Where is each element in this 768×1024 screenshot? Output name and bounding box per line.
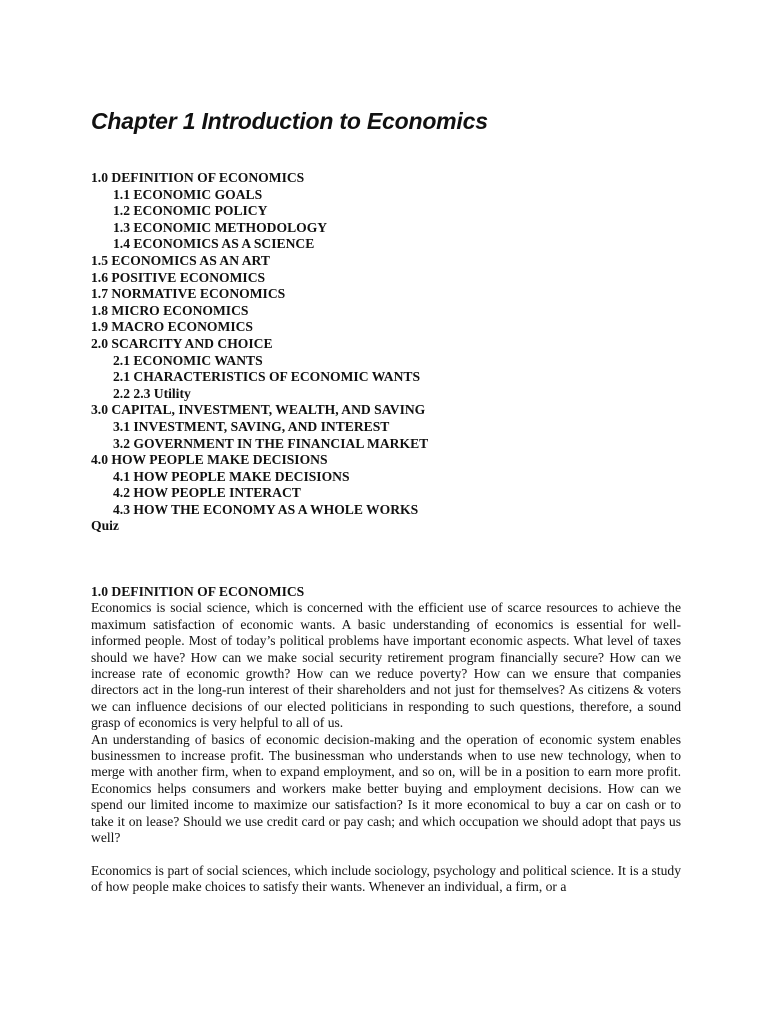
- toc-entry: 4.2 HOW PEOPLE INTERACT: [113, 485, 301, 501]
- toc-entry: Quiz: [91, 518, 119, 534]
- toc-entry: 1.2 ECONOMIC POLICY: [113, 203, 268, 219]
- toc-entry: 1.3 ECONOMIC METHODOLOGY: [113, 219, 328, 235]
- section-heading: 1.0 DEFINITION OF ECONOMICS: [91, 584, 305, 599]
- toc-entry: 3.2 GOVERNMENT IN THE FINANCIAL MARKET: [113, 435, 429, 451]
- toc-entry: 1.4 ECONOMICS AS A SCIENCE: [113, 236, 315, 252]
- body-paragraph: An understanding of basics of economic decision-making and the operation of economic system enables businessmen to increase profit. The businessman who understands when to use new technology, when to merge with another firm, when to expand employment, and so on, will be in a position to earn more profit. Economics helps consumers and workers make better buying and employment decisions. How can we spend our limited income to maximize our satisfaction? Is it more economical to buy a car on cash or to take it on lease? Should we use credit card or pay cash; and which occupation we should adopt that pays us well?: [91, 731, 681, 846]
- toc-entry: 1.8 MICRO ECONOMICS: [91, 302, 249, 318]
- toc-entry: 4.3 HOW THE ECONOMY AS A WHOLE WORKS: [113, 501, 419, 517]
- toc-entry: 1.9 MACRO ECONOMICS: [91, 319, 253, 335]
- toc-entry: 3.1 INVESTMENT, SAVING, AND INTEREST: [113, 418, 390, 434]
- toc-entry: 4.0 HOW PEOPLE MAKE DECISIONS: [91, 452, 328, 468]
- toc-entry: 2.1 ECONOMIC WANTS: [113, 352, 263, 368]
- chapter-title: Chapter 1 Introduction to Economics: [91, 108, 488, 134]
- toc-entry: 1.0 DEFINITION OF ECONOMICS: [91, 170, 305, 185]
- toc-entry: 2.0 SCARCITY AND CHOICE: [91, 335, 273, 351]
- toc-entry: 4.1 HOW PEOPLE MAKE DECISIONS: [113, 468, 350, 484]
- toc-entry: 1.6 POSITIVE ECONOMICS: [91, 269, 266, 285]
- toc-entry: 2.1 CHARACTERISTICS OF ECONOMIC WANTS: [113, 369, 421, 385]
- section-body: [91, 584, 681, 896]
- toc-entry: 1.1 ECONOMIC GOALS: [113, 186, 263, 202]
- toc-entry: 2.2 2.3 Utility: [113, 385, 191, 401]
- body-paragraph: Economics is part of social sciences, which include sociology, psychology and political science. It is a study of how people make choices to satisfy their wants. Whenever an individual, a firm, or a: [91, 862, 681, 895]
- toc-entry: 1.5 ECONOMICS AS AN ART: [91, 252, 270, 268]
- table-of-contents: [91, 170, 691, 535]
- toc-entry: 1.7 NORMATIVE ECONOMICS: [91, 286, 286, 302]
- body-paragraph: Economics is social science, which is concerned with the efficient use of scarce resources to achieve the maximum satisfaction of economic wants. A basic understanding of economics is essential for well-informed people. Most of today’s political problems have important economic aspects. What level of taxes should we have? How can we make social security retirement program financially secure? How can we increase rate of economic growth? How can we reduce poverty? How can we ensure that companies directors act in the long-run interest of their shareholders and not just for themselves? As citizens & voters we can influence decisions of our elected politicians in responding to such questions, therefore, a sound grasp of economics is very helpful to all of us.: [91, 600, 681, 731]
- toc-entry: 3.0 CAPITAL, INVESTMENT, WEALTH, AND SAVING: [91, 402, 426, 418]
